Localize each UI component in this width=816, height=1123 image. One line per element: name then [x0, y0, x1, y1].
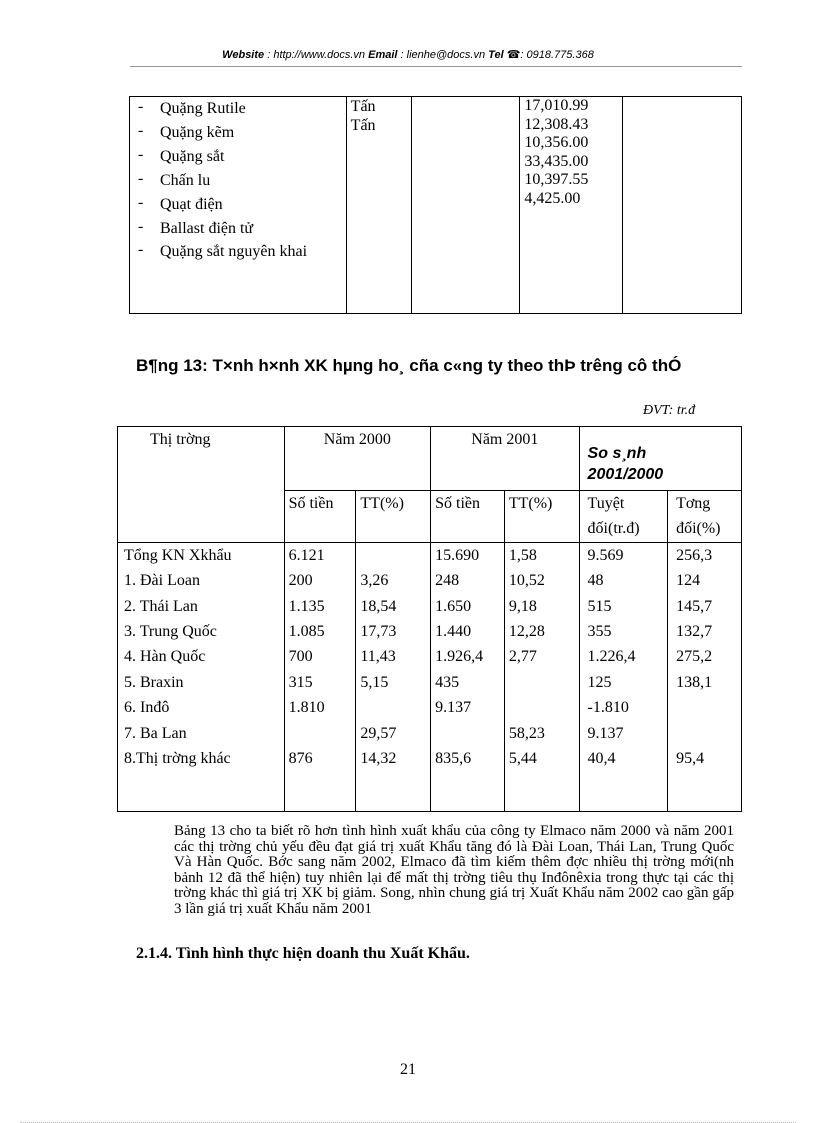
- table-cell: [579, 771, 668, 812]
- row-label: 6. Inđô: [118, 695, 285, 720]
- table-cell: 1.926,4: [431, 644, 505, 669]
- subheader-relative: Tơng đối(%): [668, 491, 742, 543]
- list-item: - Chấn lu: [136, 169, 342, 193]
- table-row: [118, 644, 742, 669]
- table-cell: [284, 771, 356, 812]
- table-cell: [118, 771, 285, 812]
- table-cell: [504, 771, 579, 812]
- subheader-absolute: Tuyệt đối(tr.đ): [579, 491, 668, 543]
- table-cell: [668, 771, 742, 812]
- table-row: [118, 568, 742, 593]
- email-label: Email: [368, 49, 398, 61]
- table-cell: 3,26: [356, 568, 431, 593]
- table-cell: 9.137: [579, 721, 668, 746]
- table-cell: 1.135: [284, 594, 356, 619]
- table-cell: 6.121: [284, 542, 356, 568]
- table-cell: 29,57: [356, 721, 431, 746]
- table-cell: [668, 721, 742, 746]
- row-label: 7. Ba Lan: [118, 721, 285, 746]
- tel-label: Tel: [488, 49, 504, 61]
- table-cell: 11,43: [356, 644, 431, 669]
- unit-note: ĐVT: tr.đ: [643, 403, 696, 418]
- table-cell: 9.137: [431, 695, 505, 720]
- header-divider: [130, 66, 742, 67]
- values-cell: [520, 97, 623, 314]
- column-header-market: Thị trờng: [118, 427, 285, 543]
- table-row: [118, 542, 742, 568]
- table-cell: [284, 721, 356, 746]
- subheader-share-2000: TT(%): [356, 491, 431, 543]
- table-cell: 10,52: [504, 568, 579, 593]
- table-cell: 48: [579, 568, 668, 593]
- table-cell: [356, 542, 431, 568]
- table-cell: 95,4: [668, 746, 742, 771]
- units-cell: [346, 97, 411, 314]
- table-cell: [431, 721, 505, 746]
- table-cell: 835,6: [431, 746, 505, 771]
- subheader-amount-2001: Số tiền: [431, 491, 505, 543]
- row-label: Tổng KN Xkhẩu: [118, 542, 285, 568]
- table-cell: 1.226,4: [579, 644, 668, 669]
- table-cell: 2,77: [504, 644, 579, 669]
- table-cell: 876: [284, 746, 356, 771]
- table-cell: 275,2: [668, 644, 742, 669]
- table-cell: [356, 771, 431, 812]
- table-cell: 1.440: [431, 619, 505, 644]
- table-cell: [356, 695, 431, 720]
- table-cell: 132,7: [668, 619, 742, 644]
- table-cell: 125: [579, 670, 668, 695]
- website-value: : http://www.docs.vn: [267, 49, 366, 61]
- table-body: [118, 542, 742, 812]
- compare-label: So s¸nh 2001/2000: [587, 445, 664, 483]
- table-cell: 9,18: [504, 594, 579, 619]
- list-item: - Quạt điện: [136, 193, 342, 217]
- table-row: [118, 746, 742, 771]
- table-row: [118, 594, 742, 619]
- value-item: 4,425.00: [524, 189, 581, 207]
- empty-cell: [411, 97, 520, 314]
- list-item: - Quặng Rutile: [136, 97, 342, 121]
- list-item: - Quặng sắt nguyên khai: [136, 241, 342, 262]
- value-item: 10,397.55: [524, 171, 589, 188]
- table-row: [118, 695, 742, 720]
- unit-value: Tấn: [350, 117, 376, 134]
- table-cell: 12,28: [504, 619, 579, 644]
- table-cell: 5,15: [356, 670, 431, 695]
- table-cell: [504, 670, 579, 695]
- body-paragraph: Bảng 13 cho ta biết rõ hơn tình hình xuất khẩu của công ty Elmaco năm 2000 và năm 2001 các thị trờng chủ yếu đều đạt giá trị xuất Khẩu tăng đó là Đài Loan, Thái Lan, Trung Quốc Và Hàn Quốc. Bớc sang năm 2002, Elmaco đã tìm kiếm thêm đợc nhiều thị trờng mới(nh bảnh 12 đã thể hiện) tuy nhiên lại để mất thị trờng tiêu thụ Inđônêxia trong thực tại các thị trờng khác thì giá trị XK bị giảm. Song, nhìn chung giá trị Xuất Khẩu năm 2002 cao gần gấp 3 lần giá trị xuất Khẩu năm 2001: [174, 823, 734, 917]
- column-header-2000: Năm 2000: [284, 427, 431, 491]
- table-cell: [431, 771, 505, 812]
- page-number: 21: [400, 1061, 416, 1078]
- table-cell: 124: [668, 568, 742, 593]
- row-label: 2. Thái Lan: [118, 594, 285, 619]
- empty-cell: [623, 97, 742, 314]
- table-cell: 14,32: [356, 746, 431, 771]
- table-cell: 200: [284, 568, 356, 593]
- website-label: Website: [222, 49, 265, 61]
- table-cell: 256,3: [668, 542, 742, 568]
- table-cell: 15.690: [431, 542, 505, 568]
- table-cell: 58,23: [504, 721, 579, 746]
- table-cell: 138,1: [668, 670, 742, 695]
- tel-value: ☎: 0918.775.368: [506, 49, 594, 61]
- column-header-2001: Năm 2001: [431, 427, 579, 491]
- value-item: 33,435.00: [524, 152, 589, 170]
- row-label: 1. Đài Loan: [118, 568, 285, 593]
- value-item: 17,010.99: [524, 97, 589, 114]
- column-header-compare: [579, 427, 741, 491]
- market-export-table: [117, 426, 742, 812]
- list-item: - Quặng sắt: [136, 145, 342, 169]
- table-cell: 315: [284, 670, 356, 695]
- table-cell: 515: [579, 594, 668, 619]
- items-cell: [130, 97, 347, 314]
- email-value: : lienhe@docs.vn: [400, 49, 486, 61]
- table-cell: 145,7: [668, 594, 742, 619]
- top-continuation-table: [129, 96, 742, 314]
- unit-value: Tấn: [350, 98, 376, 115]
- table-cell: 1.810: [284, 695, 356, 720]
- list-item: - Ballast điện tử: [136, 217, 342, 241]
- table-cell: 5,44: [504, 746, 579, 771]
- table-row: [118, 619, 742, 644]
- subheader-share-2001: TT(%): [504, 491, 579, 543]
- row-label: 5. Braxin: [118, 670, 285, 695]
- table-cell: 40,4: [579, 746, 668, 771]
- value-item: 10,356.00: [524, 134, 589, 151]
- table-cell: 248: [431, 568, 505, 593]
- row-label: 3. Trung Quốc: [118, 619, 285, 644]
- table-cell: 700: [284, 644, 356, 669]
- table-cell: 1.085: [284, 619, 356, 644]
- section-heading: 2.1.4. Tình hình thực hiện doanh thu Xuất Khẩu.: [136, 945, 470, 962]
- value-item: 12,308.43: [524, 115, 589, 133]
- row-label: 8.Thị trờng khác: [118, 746, 285, 771]
- table-cell: [668, 695, 742, 720]
- table-cell: 17,73: [356, 619, 431, 644]
- subheader-amount-2000: Số tiền: [284, 491, 356, 543]
- table-row: [118, 670, 742, 695]
- table-cell: 435: [431, 670, 505, 695]
- row-label: 4. Hàn Quốc: [118, 644, 285, 669]
- table-spacer-row: [118, 771, 742, 812]
- page-header: [0, 48, 816, 61]
- table-cell: 1,58: [504, 542, 579, 568]
- table-cell: 18,54: [356, 594, 431, 619]
- table-cell: [504, 695, 579, 720]
- table-cell: 355: [579, 619, 668, 644]
- table-cell: -1.810: [579, 695, 668, 720]
- table-title: B¶ng 13: T×nh h×nh XK hµng ho¸ cña c«ng ty theo thÞ trêng cô thÓ: [136, 356, 682, 375]
- table-row: [118, 721, 742, 746]
- table-cell: 1.650: [431, 594, 505, 619]
- list-item: - Quặng kẽm: [136, 121, 342, 145]
- table-cell: 9.569: [579, 542, 668, 568]
